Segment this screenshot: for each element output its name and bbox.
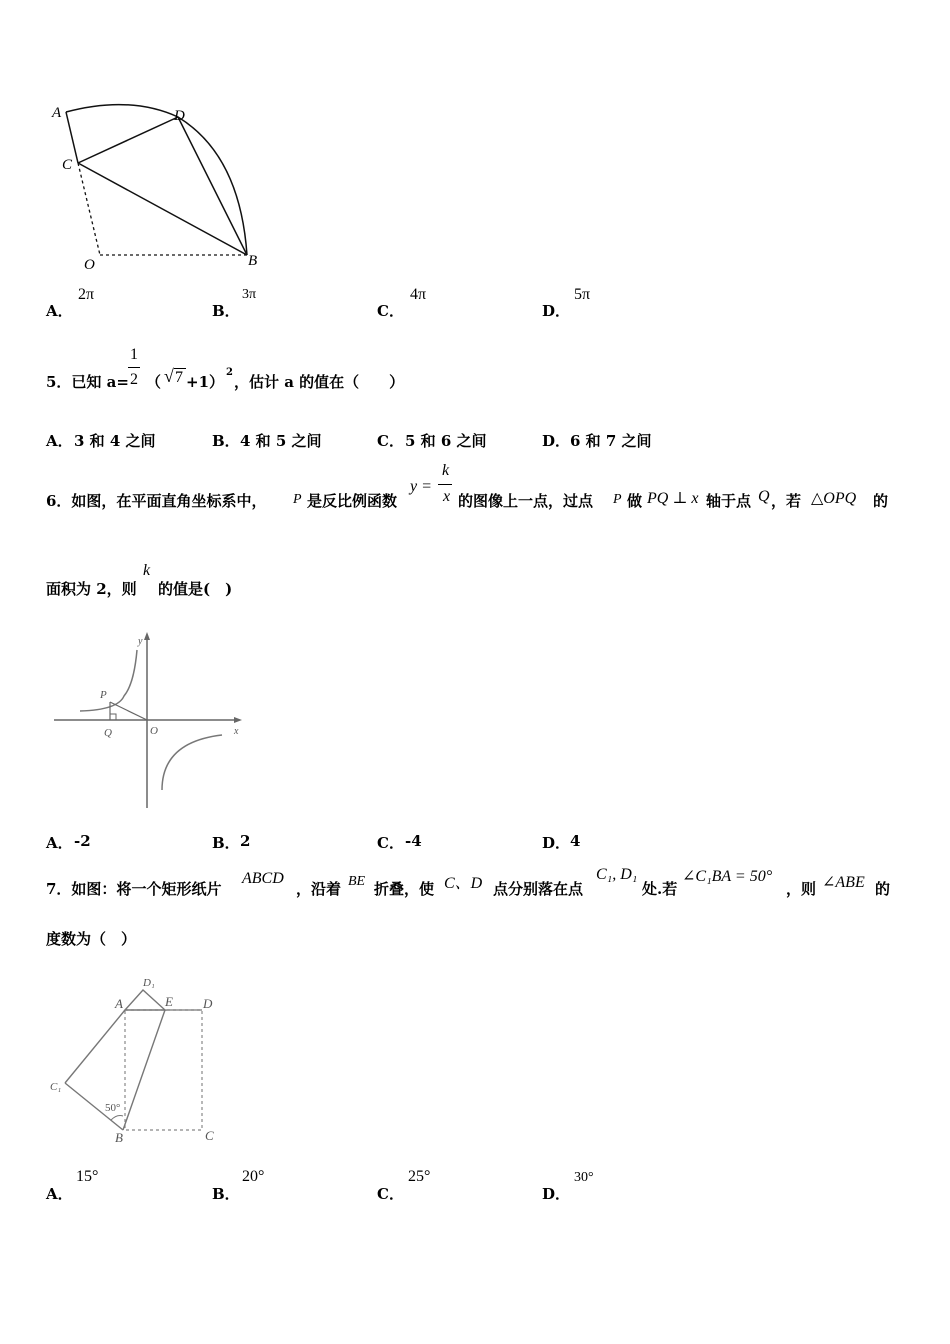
q4-label-d: D <box>174 108 185 124</box>
q4-segment-ac <box>66 112 78 163</box>
q7-label-c: C <box>205 1128 214 1143</box>
q5-suffix: ，估计 a 的值在（ ） <box>234 373 405 391</box>
q5-open-paren: （ <box>146 373 162 391</box>
q5-prefix: 5．已知 a= <box>46 373 129 391</box>
q7-label-d1: D₁ <box>143 977 155 989</box>
q7-option-b-letter: B． <box>212 1185 240 1203</box>
q6-pq-perp: PQ ⊥ x <box>647 490 699 507</box>
q7-option-b-value[interactable]: 20° <box>242 1168 265 1185</box>
q6-option-d-letter: D． <box>542 834 571 852</box>
q4-segment-cb <box>78 163 247 255</box>
q5-sqrt-symbol: √ <box>164 366 174 386</box>
q6-frac-bar <box>438 484 452 485</box>
q7-text-3: 折叠，使 <box>374 880 435 898</box>
q7-angle-abe: ∠ABE <box>822 874 865 891</box>
q5-option-a-value[interactable]: 3 和 4 之间 <box>74 432 156 450</box>
q6-label-o: O <box>150 725 158 737</box>
q4-dashed-co <box>78 163 100 255</box>
q7-label-c1: C₁ <box>50 1081 62 1093</box>
q5-plus-one: +1） <box>186 373 225 391</box>
q7-label-e: E <box>165 994 173 1009</box>
q7-option-c-value[interactable]: 25° <box>408 1168 431 1185</box>
q6-y-arrow-icon <box>144 632 150 640</box>
q7-angle-condition: ∠C₁BA = 50° <box>682 868 773 885</box>
q5-frac-den: 2 <box>130 371 138 388</box>
q7-line-2: 度数为（ ） <box>46 930 137 948</box>
q6-var-q: Q <box>758 488 770 505</box>
q7-text-6: ，则 <box>786 880 817 898</box>
q7-c1d1: C₁, D₁ <box>596 866 638 883</box>
q5-option-b-letter: B． <box>212 432 240 450</box>
q6-x-arrow-icon <box>234 717 242 723</box>
q5-option-c-value[interactable]: 5 和 6 之间 <box>405 432 487 450</box>
q4-option-d-letter: D． <box>542 302 571 320</box>
q4-segment-cd <box>78 117 178 163</box>
q7-label-angle: 50° <box>105 1102 121 1114</box>
q7-folded-triangle-top <box>125 990 165 1010</box>
q5-option-d-value[interactable]: 6 和 7 之间 <box>570 432 652 450</box>
q7-cd: C、D <box>444 875 483 892</box>
q6-text-7: 的 <box>873 492 889 510</box>
q5-frac-bar <box>128 367 140 368</box>
q6-option-b-letter: B． <box>212 834 240 852</box>
q6-option-d-value[interactable]: 4 <box>570 832 581 850</box>
q7-text-1: 7．如图：将一个矩形纸片 <box>46 880 222 898</box>
q4-label-a: A <box>52 105 62 121</box>
q7-option-c-letter: C． <box>377 1185 404 1203</box>
q6-text-1: 6．如图，在平面直角坐标系中， <box>46 492 267 510</box>
q7-label-a: A <box>115 996 123 1011</box>
q5-option-d-letter: D． <box>542 432 571 450</box>
q7-text-4: 点分别落在点 <box>493 880 584 898</box>
q6-option-b-value[interactable]: 2 <box>240 832 251 850</box>
q4-label-c: C <box>62 157 73 173</box>
q4-option-c-value[interactable]: 4π <box>410 286 427 303</box>
q6-line2-a: 面积为 2，则 <box>46 580 137 598</box>
q5-option-b-value[interactable]: 4 和 5 之间 <box>240 432 322 450</box>
q6-option-c-value[interactable]: -4 <box>405 832 422 850</box>
q4-figure <box>40 95 270 275</box>
q6-var-p: P <box>293 492 302 507</box>
q6-figure <box>50 630 250 810</box>
q5-radicand: 7 <box>175 369 183 386</box>
q6-option-a-value[interactable]: -2 <box>74 832 91 850</box>
q7-figure <box>45 970 235 1150</box>
q5-frac-num: 1 <box>130 346 138 363</box>
q7-text-2: ，沿着 <box>296 880 342 898</box>
q4-label-b: B <box>248 253 258 269</box>
q7-angle-arc <box>111 1116 123 1121</box>
q6-right-angle-mark <box>110 714 116 720</box>
q6-option-c-letter: C． <box>377 834 404 852</box>
q7-text-5: 处.若 <box>642 880 678 898</box>
q7-text-7: 的 <box>875 880 891 898</box>
q7-abcd: ABCD <box>242 870 284 887</box>
q6-curve-lower-right <box>162 735 222 790</box>
q6-text-5: 轴于点 <box>706 492 752 510</box>
q6-label-y: y <box>138 636 143 647</box>
q6-label-p: P <box>100 689 107 701</box>
q6-var-k2: k <box>143 562 151 579</box>
q4-label-o: O <box>84 257 95 273</box>
q6-line2-b: 的值是( ) <box>158 580 233 598</box>
q4-option-c-letter: C． <box>377 302 404 320</box>
q5-exponent: 2 <box>226 367 233 378</box>
q6-curve-upper-left <box>80 650 137 711</box>
q7-option-a-letter: A． <box>46 1185 73 1203</box>
q6-triangle: △OPQ <box>811 490 857 507</box>
q4-option-b-value[interactable]: 3π <box>242 287 257 302</box>
q6-option-a-letter: A． <box>46 834 73 852</box>
q4-option-b-letter: B． <box>212 302 240 320</box>
q7-segment-b-e <box>123 1010 165 1130</box>
q6-text-6: ，若 <box>771 492 802 510</box>
q7-label-b: B <box>115 1130 123 1145</box>
q7-original-rectangle <box>125 1010 202 1130</box>
q4-option-d-value[interactable]: 5π <box>574 286 591 303</box>
q6-frac-k: k <box>442 462 450 479</box>
q7-segment-a-c1 <box>65 1010 125 1083</box>
q6-text-2: 是反比例函数 <box>307 492 398 510</box>
q7-option-d-value[interactable]: 30° <box>574 1170 594 1185</box>
q4-option-a-letter: A． <box>46 302 73 320</box>
q6-y-eq: y = <box>410 478 432 495</box>
q4-segment-db <box>178 117 247 255</box>
q6-var-p2: P <box>613 492 622 507</box>
q7-option-a-value[interactable]: 15° <box>76 1168 99 1185</box>
q7-be: BE <box>348 874 366 889</box>
q6-label-q: Q <box>104 727 112 739</box>
q6-frac-x: x <box>443 488 451 505</box>
q5-option-a-letter: A． <box>46 432 73 450</box>
q7-label-d: D <box>203 996 213 1011</box>
q5-option-c-letter: C． <box>377 432 404 450</box>
q6-label-x: x <box>234 726 239 737</box>
q6-text-3: 的图像上一点，过点 <box>458 492 594 510</box>
q7-option-d-letter: D． <box>542 1185 571 1203</box>
q6-text-4: 做 <box>627 492 643 510</box>
q4-option-a-value[interactable]: 2π <box>78 286 95 303</box>
